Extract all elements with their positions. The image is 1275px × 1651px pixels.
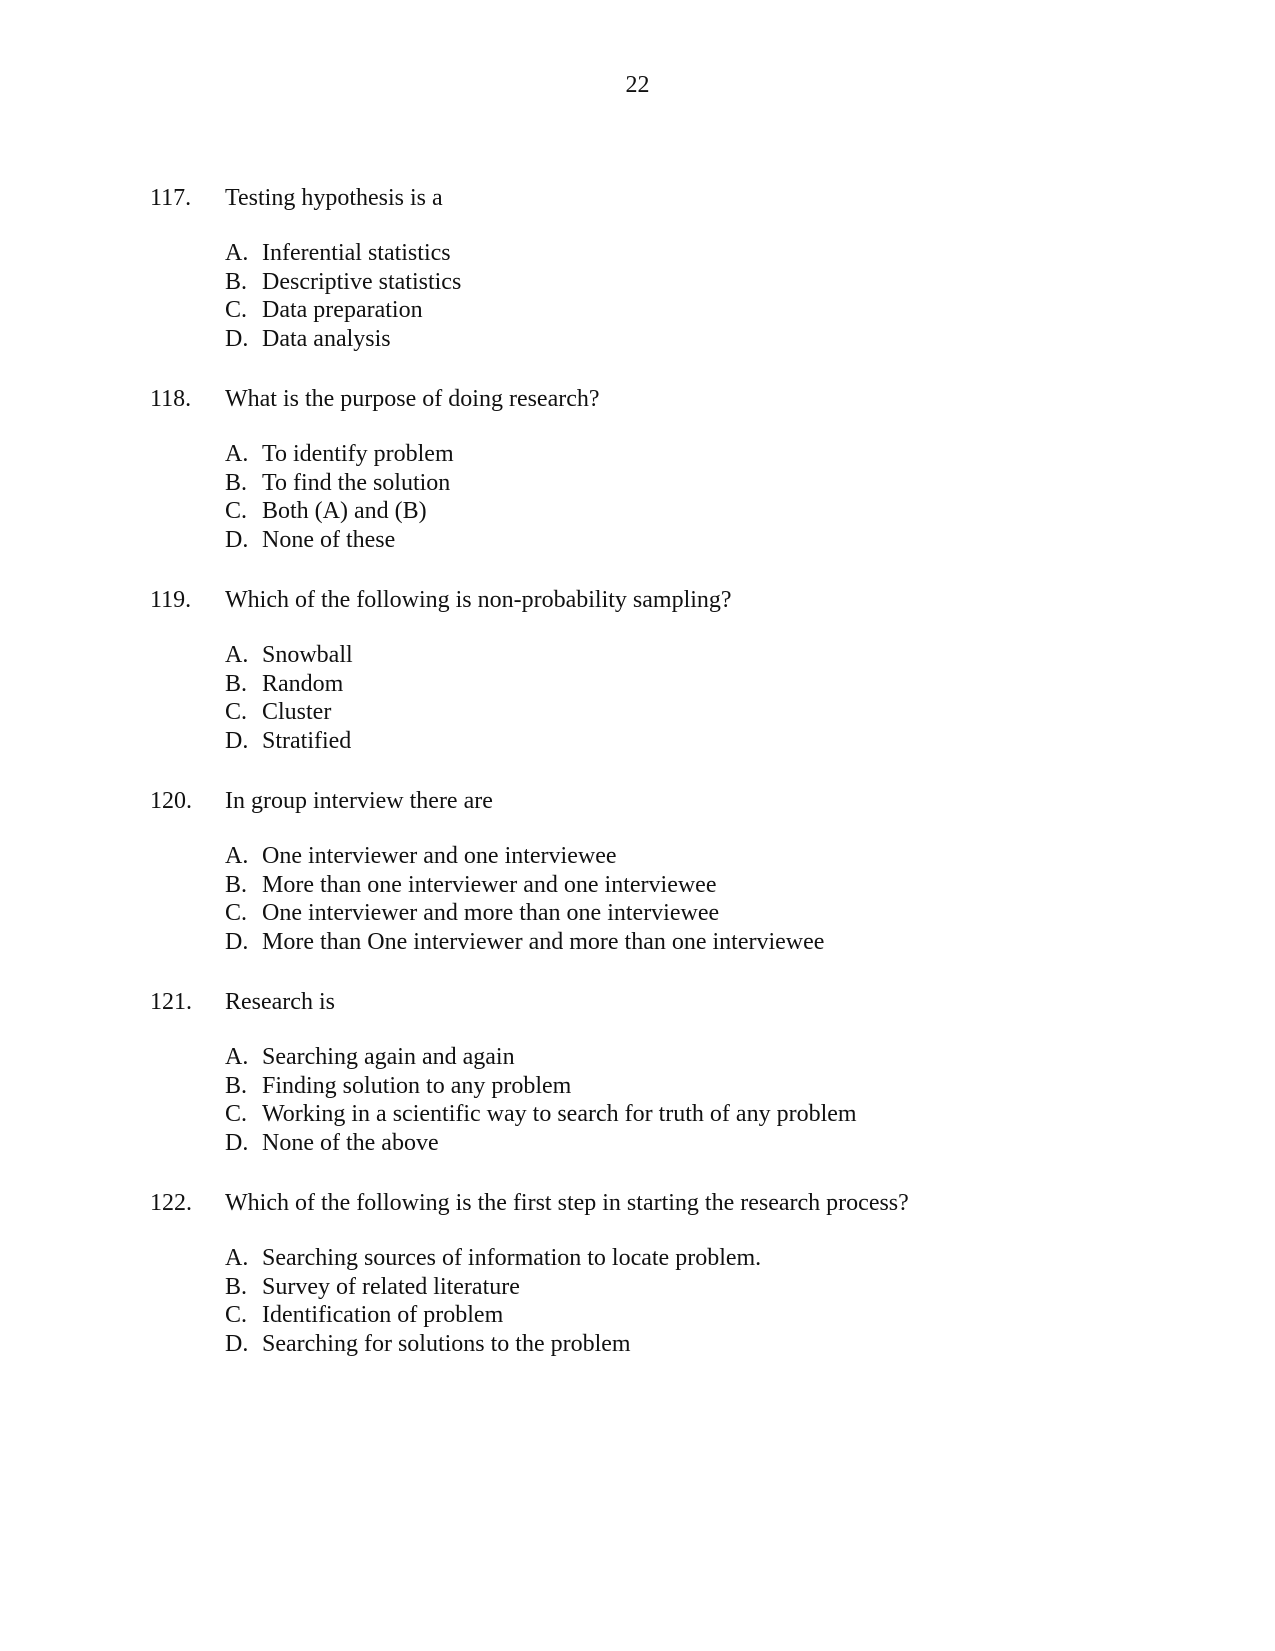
option-text: None of these — [262, 526, 396, 553]
option-letter: A. — [225, 1245, 249, 1271]
page-number: 22 — [625, 72, 650, 98]
option-letter: C. — [225, 900, 248, 927]
question-number: 117. — [150, 185, 192, 211]
option-text: Finding solution to any problem — [262, 1072, 572, 1099]
option-letter: B. — [225, 268, 248, 295]
question-117 — [150, 183, 1200, 384]
option-list — [225, 1244, 1200, 1358]
question-120 — [150, 786, 1200, 987]
option-a — [225, 440, 1200, 469]
question-122 — [150, 1188, 1200, 1389]
option-letter: D. — [225, 1129, 249, 1156]
option-text: Identification of problem — [262, 1302, 504, 1329]
option-letter: B. — [225, 1273, 248, 1300]
option-letter: D. — [225, 928, 249, 955]
option-b — [225, 1072, 1200, 1101]
option-text: Both (A) and (B) — [262, 498, 427, 525]
option-text: Searching again and again — [262, 1044, 515, 1070]
option-a — [225, 1244, 1200, 1273]
question-text: In group interview there are — [225, 788, 493, 814]
option-list — [225, 239, 1200, 353]
option-a — [225, 1043, 1200, 1072]
option-d — [225, 928, 1200, 957]
option-c — [225, 296, 1200, 325]
option-text: More than one interviewer and one interviewee — [262, 871, 717, 898]
option-text: To find the solution — [262, 469, 451, 496]
option-letter: A. — [225, 240, 249, 266]
option-b — [225, 871, 1200, 900]
option-letter: C. — [225, 1302, 248, 1329]
option-letter: B. — [225, 469, 248, 496]
option-letter: B. — [225, 871, 248, 898]
option-c — [225, 1100, 1200, 1129]
option-c — [225, 497, 1200, 526]
option-letter: B. — [225, 1072, 248, 1099]
option-letter: B. — [225, 670, 248, 697]
option-letter: A. — [225, 843, 249, 869]
option-b — [225, 1273, 1200, 1302]
option-c — [225, 1301, 1200, 1330]
option-text: Stratified — [262, 727, 352, 754]
option-text: None of the above — [262, 1129, 439, 1156]
option-text: One interviewer and more than one interviewee — [262, 900, 720, 927]
option-text: One interviewer and one interviewee — [262, 843, 617, 869]
option-a — [225, 239, 1200, 268]
option-letter: C. — [225, 297, 248, 324]
option-b — [225, 670, 1200, 699]
option-letter: C. — [225, 1101, 248, 1128]
question-list — [150, 183, 1200, 1389]
question-number: 121. — [150, 989, 192, 1015]
question-text: Which of the following is the first step in starting the research process? — [225, 1190, 909, 1216]
option-letter: C. — [225, 699, 248, 726]
option-text: To identify problem — [262, 441, 454, 467]
option-text: Working in a scientific way to search for truth of any problem — [262, 1101, 857, 1128]
option-letter: D. — [225, 1330, 249, 1357]
question-number: 119. — [150, 587, 192, 613]
question-118 — [150, 384, 1200, 585]
option-letter: A. — [225, 441, 249, 467]
question-119 — [150, 585, 1200, 786]
option-d — [225, 526, 1200, 555]
option-c — [225, 899, 1200, 928]
option-b — [225, 268, 1200, 297]
option-a — [225, 842, 1200, 871]
option-list — [225, 1043, 1200, 1157]
option-d — [225, 1129, 1200, 1158]
option-text: Searching sources of information to locate problem. — [262, 1245, 762, 1271]
option-list — [225, 440, 1200, 554]
option-d — [225, 325, 1200, 354]
option-letter: D. — [225, 526, 249, 553]
option-text: Random — [262, 670, 344, 697]
option-letter: A. — [225, 1044, 249, 1070]
question-number: 122. — [150, 1190, 192, 1216]
question-121 — [150, 987, 1200, 1188]
option-letter: A. — [225, 642, 249, 668]
option-letter: D. — [225, 727, 249, 754]
option-text: Inferential statistics — [262, 240, 451, 266]
option-c — [225, 698, 1200, 727]
option-d — [225, 1330, 1200, 1359]
question-text: Which of the following is non-probability sampling? — [225, 587, 732, 613]
option-list — [225, 641, 1200, 755]
option-text: Snowball — [262, 642, 353, 668]
option-letter: D. — [225, 325, 249, 352]
option-text: Data analysis — [262, 325, 391, 352]
question-text: Research is — [225, 989, 335, 1015]
question-text: What is the purpose of doing research? — [225, 386, 600, 412]
option-text: Searching for solutions to the problem — [262, 1330, 631, 1357]
question-number: 120. — [150, 788, 192, 814]
option-text: Data preparation — [262, 297, 423, 324]
option-text: Survey of related literature — [262, 1273, 520, 1300]
option-text: More than One interviewer and more than one interviewee — [262, 928, 825, 955]
option-d — [225, 727, 1200, 756]
question-text: Testing hypothesis is a — [225, 185, 443, 211]
option-letter: C. — [225, 498, 248, 525]
option-text: Descriptive statistics — [262, 268, 462, 295]
option-a — [225, 641, 1200, 670]
option-b — [225, 469, 1200, 498]
option-text: Cluster — [262, 699, 332, 726]
option-list — [225, 842, 1200, 956]
question-number: 118. — [150, 386, 192, 412]
